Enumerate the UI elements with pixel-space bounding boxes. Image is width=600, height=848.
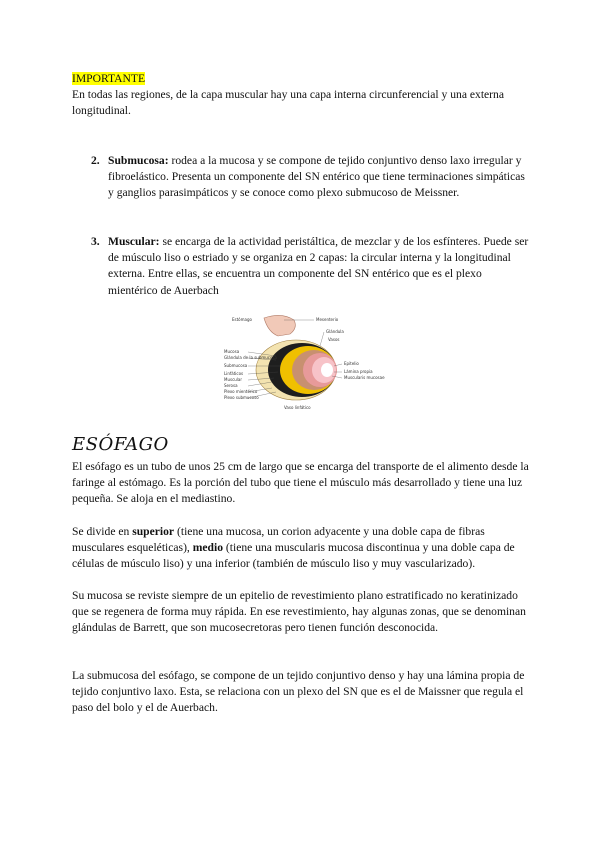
term-superior: superior	[132, 525, 175, 538]
list-number: 2.	[91, 154, 100, 167]
esofago-paragraph-2	[72, 524, 532, 573]
label-plexo-submucoso: Plexo submucoso	[224, 395, 259, 400]
label-epitelio: Epitelio	[344, 361, 359, 366]
label-glandula-submucosa: Glándula de la submucosa	[224, 355, 277, 360]
label-plexo-mienterico: Plexo mientérico	[224, 389, 258, 394]
text-run: Se divide en	[72, 525, 133, 538]
important-text: En todas las regiones, de la capa muscular hay una capa interna circunferencial y una externa longitudinal.	[72, 88, 504, 118]
digestive-tube-diagram	[224, 312, 385, 412]
label-linfaticos: Linfáticos	[224, 371, 244, 376]
label-muscularis-mucosae: Muscularis mucosae	[344, 375, 385, 380]
label-vasos: Vasos	[328, 337, 340, 342]
list-text: rodea a la mucosa y se compone de tejido conjuntivo denso laxo irregular y fibroelástico. Presenta un componente del SN entérico que tiene terminaciones simpáticas y ganglios parasimpáticos y se conoce como plexo submucoso de Meissner.	[108, 154, 525, 200]
label-mesenterio: Mesenterio	[316, 317, 339, 322]
esofago-paragraph-3: Su mucosa se reviste siempre de un epitelio de revestimiento plano estratificado no keratinizado que se regenera de forma muy rápida. En ese revestimiento, hay algunas zonas, que se denominan glándulas de Barrett, que son mucosecretoras pero tienen función desconocida.	[72, 589, 526, 635]
list-text: se encarga de la actividad peristáltica, de mezclar y de los esfínteres. Puede ser de músculo liso o estriado y se organiza en 2 capas: la circular interna y la longitudinal externa. Entre ellas, se encuentra un componente del SN entérico que es el plexo mientérico de Auerbach	[108, 235, 529, 297]
term-medio: medio	[192, 541, 224, 555]
label-serosa: Serosa	[224, 383, 238, 388]
label-muscular: Muscular	[224, 377, 243, 382]
list-term: Muscular:	[108, 235, 160, 248]
important-heading: IMPORTANTE	[72, 72, 146, 85]
esofago-paragraph-4: La submucosa del esófago, se compone de un tejido conjuntivo denso y hay una lámina propia de tejido conjuntivo laxo. Esta, se relaciona con un plexo del SN que es el de Maissner que regula el paso del bolo y el de Auerbach.	[72, 669, 525, 715]
label-glandula: Glándula	[326, 329, 344, 334]
important-block	[72, 71, 532, 120]
label-estomago: Estómago	[232, 317, 252, 322]
section-title-esofago: ESÓFAGO	[72, 434, 169, 455]
list-item-submucosa	[91, 153, 531, 202]
label-vaso-linfatico: Vaso linfático	[284, 405, 311, 410]
text-run: (tiene una mucosa, un corion adyacente y una doble capa de fibras musculares esqueléticas),	[72, 525, 485, 555]
label-lamina-propia: Lámina propia	[344, 369, 373, 374]
list-number: 3.	[91, 235, 100, 248]
text-run: (tiene una muscularis mucosa discontinua y una doble capa de células de músculo liso) y una inferior (también de músculo liso y muy vascularizado).	[72, 541, 515, 571]
list-term: Submucosa:	[108, 154, 169, 167]
esofago-paragraph-1: El esófago es un tubo de unos 25 cm de largo que se encarga del transporte de el alimento desde la faringe al estómago. Es la porción del tubo que tiene el músculo más desarrollado y tiene una luz pequeña. Se aloja en el mediastino.	[72, 460, 529, 506]
label-mucosa: Mucosa	[224, 349, 240, 354]
label-submucosa: Submucosa	[224, 363, 248, 368]
list-item-muscular	[91, 234, 531, 299]
